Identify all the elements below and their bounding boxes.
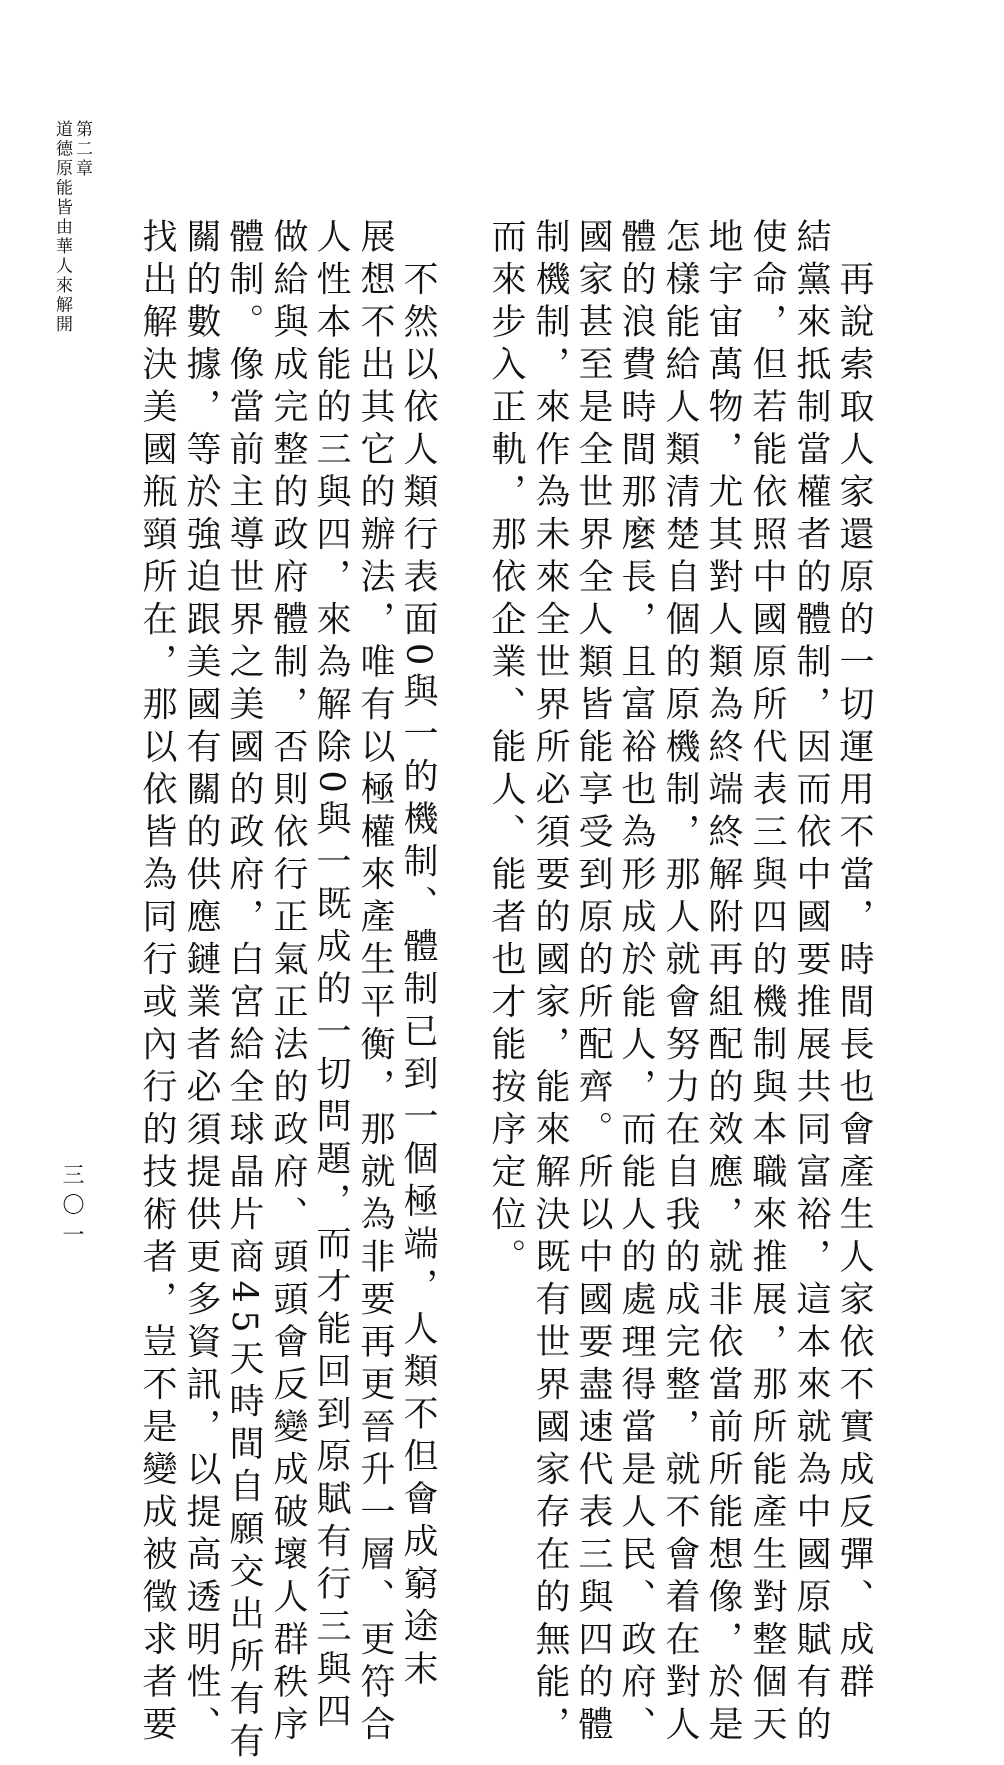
text-column: 體的浪費時間那麼長，且富裕也為形成於能人，而能人的處理得當是人民、政府、 bbox=[616, 218, 656, 1748]
text-column: 體制。像當前主導世界之美國的政府，白宮給全球晶片商45天時間自願交出所有有 bbox=[224, 218, 264, 1765]
text-column: 怎樣能給人類清楚自個的原機制，那人就會努力在自我的成完整，就不會着在對人 bbox=[660, 218, 700, 1748]
text-column: 再說索取人家還原的一切運用不當，時間長也會產生人家依不實成反彈、成群 bbox=[834, 218, 874, 1706]
text-column: 展想不出其它的辦法，唯有以極權來產生平衡，那就為非要再更晉升一層、更符合 bbox=[355, 218, 395, 1748]
text-column: 而來步入正軌，那依企業、能人、能者也才能按序定位。 bbox=[486, 218, 526, 1281]
chapter-label: 第二章 bbox=[72, 120, 92, 179]
text-column: 制機制，來作為未來全世界所必須要的國家，能來解決既有世界國家存在的無能， bbox=[530, 218, 570, 1748]
text-column: 人性本能的三與四，來為解除0與一既成的一切問題，而才能回到原賦有行三與四 bbox=[311, 218, 351, 1736]
text-column: 國家甚至是全世界全人類皆能享受到原的所配齊。所以中國要盡速代表三與四的體 bbox=[573, 218, 613, 1748]
chapter-title: 道德原能皆由華人來解開 bbox=[52, 120, 72, 335]
running-header bbox=[52, 120, 92, 335]
text-column: 找出解決美國瓶頸所在，那以依皆為同行或內行的技術者，豈不是變成被徵求者要 bbox=[137, 218, 177, 1748]
text-column: 使命，但若能依照中國原所代表三與四的機制與本職來推展，那所能產生對整個天 bbox=[747, 218, 787, 1748]
page-number: 三〇一 bbox=[59, 1163, 84, 1253]
text-column: 關的數據，等於強迫跟美國有關的供應鏈業者必須提供更多資訊，以提高透明性、 bbox=[181, 218, 221, 1748]
text-column: 地宇宙萬物，尤其對人類為終端終解附再組配的效應，就非依當前所能想像，於是 bbox=[703, 218, 743, 1748]
text-column: 結黨來抵制當權者的體制，因而依中國要推展共同富裕，這本來就為中國原賦有的 bbox=[791, 218, 831, 1748]
text-column: 不然以依人類行表面0與一的機制、體制已到一個極端，人類不但會成窮途末 bbox=[398, 218, 438, 1693]
text-column: 做給與成完整的政府體制，否則依行正氣正法的政府、頭頭會反變成破壞人群秩序 bbox=[268, 218, 308, 1748]
